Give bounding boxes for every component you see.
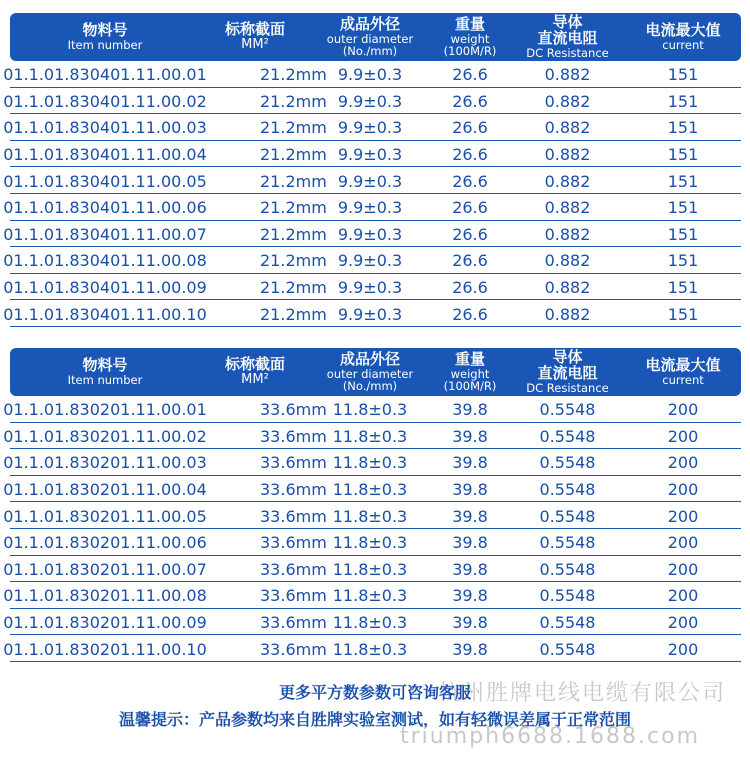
cell-weight: 26.6 [452,304,488,324]
table-row [3,502,741,529]
cell-weight: 39.8 [452,639,488,659]
spec-table-1 [3,13,741,327]
table-row [3,88,741,115]
cell-diameter: 11.8±0.3 [332,400,408,420]
table-row [3,423,741,450]
cell-resistance: 0.5548 [539,613,596,633]
cell-resistance: 0.882 [544,118,591,138]
table-row [3,141,741,168]
cell-weight: 39.8 [452,586,488,606]
cell-current: 151 [667,224,699,244]
cell-current: 200 [667,586,699,606]
col-resistance-header: 导体 直流电阻 DC Resistance [526,348,609,395]
cell-item: 01.1.01.830401.11.00.09 [3,278,207,298]
cell-resistance: 0.5548 [539,506,596,526]
cell-weight: 26.6 [452,171,488,191]
cell-diameter: 11.8±0.3 [332,533,408,553]
cell-resistance: 0.5548 [539,426,596,446]
cell-resistance: 0.5548 [539,639,596,659]
cell-diameter: 11.8±0.3 [332,586,408,606]
cell-resistance: 0.5548 [539,400,596,420]
cell-resistance: 0.5548 [539,480,596,500]
table-row [3,114,741,141]
cell-weight: 26.6 [452,278,488,298]
col-item-header: 物料号 Item number [67,356,143,387]
cell-section: 21.2mm [260,224,327,244]
cell-resistance: 0.5548 [539,559,596,579]
cell-item: 01.1.01.830401.11.00.01 [3,65,207,85]
cell-section: 33.6mm [260,639,327,659]
cell-current: 151 [667,65,699,85]
cell-resistance: 0.5548 [539,586,596,606]
table-row [3,194,741,221]
footer-notice: 温馨提示：产品参数均来自胜牌实验室测试，如有轻微误差属于正常范围 [118,710,631,729]
cell-diameter: 11.8±0.3 [332,426,408,446]
cell-current: 200 [667,613,699,633]
cell-resistance: 0.882 [544,304,591,324]
table-row [3,609,741,636]
table-row [3,449,741,476]
cell-item: 01.1.01.830401.11.00.06 [3,198,207,218]
col-diameter-header: 成品外径 outer diameter (No./mm) [326,350,414,393]
cell-current: 200 [667,480,699,500]
cell-current: 151 [667,171,699,191]
cell-diameter: 11.8±0.3 [332,613,408,633]
cell-item: 01.1.01.830401.11.00.04 [3,145,207,165]
cell-resistance: 0.882 [544,224,591,244]
cell-section: 33.6mm [260,586,327,606]
table-header [10,348,741,396]
cell-diameter: 9.9±0.3 [337,224,403,244]
table-row [3,635,741,662]
cell-resistance: 0.882 [544,171,591,191]
cell-diameter: 9.9±0.3 [337,304,403,324]
cell-current: 200 [667,400,699,420]
cell-current: 151 [667,278,699,298]
cell-current: 200 [667,559,699,579]
cell-diameter: 11.8±0.3 [332,559,408,579]
cell-weight: 26.6 [452,224,488,244]
cell-weight: 39.8 [452,559,488,579]
cell-item: 01.1.01.830201.11.00.02 [3,426,207,446]
cell-weight: 26.6 [452,91,488,111]
cell-section: 33.6mm [260,559,327,579]
cell-current: 200 [667,506,699,526]
cell-weight: 26.6 [452,251,488,271]
cell-section: 21.2mm [260,198,327,218]
col-current-header: 电流最大值 current [645,21,721,52]
table-header [10,13,741,61]
spec-table-2 [3,348,741,662]
table-body [3,396,741,662]
col-resistance-header: 导体 直流电阻 DC Resistance [526,13,609,60]
cell-section: 33.6mm [260,506,327,526]
table-row [3,556,741,583]
table-row [3,396,741,423]
footer-more-info: 更多平方数参数可咨询客服 [278,683,471,702]
cell-section: 33.6mm [260,480,327,500]
cell-item: 01.1.01.830201.11.00.08 [3,586,207,606]
cell-weight: 26.6 [452,198,488,218]
cell-item: 01.1.01.830201.11.00.09 [3,613,207,633]
cell-section: 21.2mm [260,91,327,111]
cell-current: 200 [667,453,699,473]
table-row [3,476,741,503]
cell-section: 33.6mm [260,426,327,446]
watermark-company: 杭州胜牌电线电缆有限公司 [438,681,727,706]
cell-current: 151 [667,251,699,271]
cell-diameter: 9.9±0.3 [337,278,403,298]
cell-diameter: 9.9±0.3 [337,91,403,111]
cell-resistance: 0.882 [544,198,591,218]
cell-diameter: 11.8±0.3 [332,480,408,500]
cell-current: 151 [667,304,699,324]
cell-item: 01.1.01.830401.11.00.05 [3,171,207,191]
cell-section: 33.6mm [260,533,327,553]
cell-section: 21.2mm [260,251,327,271]
cell-weight: 39.8 [452,426,488,446]
cell-diameter: 9.9±0.3 [337,251,403,271]
table-row [3,582,741,609]
cell-diameter: 9.9±0.3 [337,171,403,191]
cell-current: 200 [667,533,699,553]
cell-resistance: 0.882 [544,145,591,165]
table-row [3,300,741,327]
cell-resistance: 0.882 [544,91,591,111]
cell-weight: 26.6 [452,118,488,138]
cell-resistance: 0.5548 [539,533,596,553]
cell-item: 01.1.01.830401.11.00.10 [3,304,207,324]
col-item-header: 物料号 Item number [67,21,143,52]
cell-item: 01.1.01.830401.11.00.08 [3,251,207,271]
col-current-header: 电流最大值 current [645,356,721,387]
cell-weight: 39.8 [452,400,488,420]
cell-current: 151 [667,91,699,111]
table-row [3,529,741,556]
cell-section: 21.2mm [260,304,327,324]
cell-diameter: 9.9±0.3 [337,145,403,165]
cell-diameter: 11.8±0.3 [332,506,408,526]
cell-current: 200 [667,426,699,446]
cell-current: 151 [667,145,699,165]
table-row [3,167,741,194]
cell-item: 01.1.01.830201.11.00.05 [3,506,207,526]
cell-item: 01.1.01.830201.11.00.06 [3,533,207,553]
cell-resistance: 0.5548 [539,453,596,473]
cell-section: 21.2mm [260,171,327,191]
col-diameter-header: 成品外径 outer diameter (No./mm) [326,15,414,58]
table-row [3,274,741,301]
cell-weight: 39.8 [452,480,488,500]
cell-current: 200 [667,639,699,659]
col-weight-header: 重量 weight (100M/R) [443,15,497,58]
cell-resistance: 0.882 [544,278,591,298]
cell-weight: 39.8 [452,506,488,526]
col-section-header: 标称截面 MM² [224,20,285,53]
cell-weight: 39.8 [452,533,488,553]
cell-diameter: 9.9±0.3 [337,118,403,138]
cell-item: 01.1.01.830401.11.00.02 [3,91,207,111]
cell-item: 01.1.01.830401.11.00.07 [3,224,207,244]
cell-item: 01.1.01.830201.11.00.10 [3,639,207,659]
cell-weight: 26.6 [452,65,488,85]
table-row [3,247,741,274]
cell-resistance: 0.882 [544,251,591,271]
cell-section: 21.2mm [260,278,327,298]
cell-section: 21.2mm [260,65,327,85]
cell-section: 33.6mm [260,613,327,633]
cell-weight: 39.8 [452,613,488,633]
cell-section: 33.6mm [260,400,327,420]
cell-diameter: 11.8±0.3 [332,639,408,659]
table-body [3,61,741,327]
watermark-site: triumph6688.1688.com [400,724,701,749]
table-row [3,221,741,248]
cell-item: 01.1.01.830201.11.00.07 [3,559,207,579]
col-section-header: 标称截面 MM² [224,355,285,388]
cell-item: 01.1.01.830201.11.00.04 [3,480,207,500]
cell-resistance: 0.882 [544,65,591,85]
cell-section: 21.2mm [260,118,327,138]
cell-section: 21.2mm [260,145,327,165]
cell-diameter: 11.8±0.3 [332,453,408,473]
cell-section: 33.6mm [260,453,327,473]
cell-weight: 26.6 [452,145,488,165]
cell-weight: 39.8 [452,453,488,473]
cell-current: 151 [667,198,699,218]
cell-diameter: 9.9±0.3 [337,198,403,218]
cell-item: 01.1.01.830201.11.00.03 [3,453,207,473]
cell-item: 01.1.01.830401.11.00.03 [3,118,207,138]
cell-diameter: 9.9±0.3 [337,65,403,85]
col-weight-header: 重量 weight (100M/R) [443,350,497,393]
table-row [3,61,741,88]
cell-item: 01.1.01.830201.11.00.01 [3,400,207,420]
cell-current: 151 [667,118,699,138]
